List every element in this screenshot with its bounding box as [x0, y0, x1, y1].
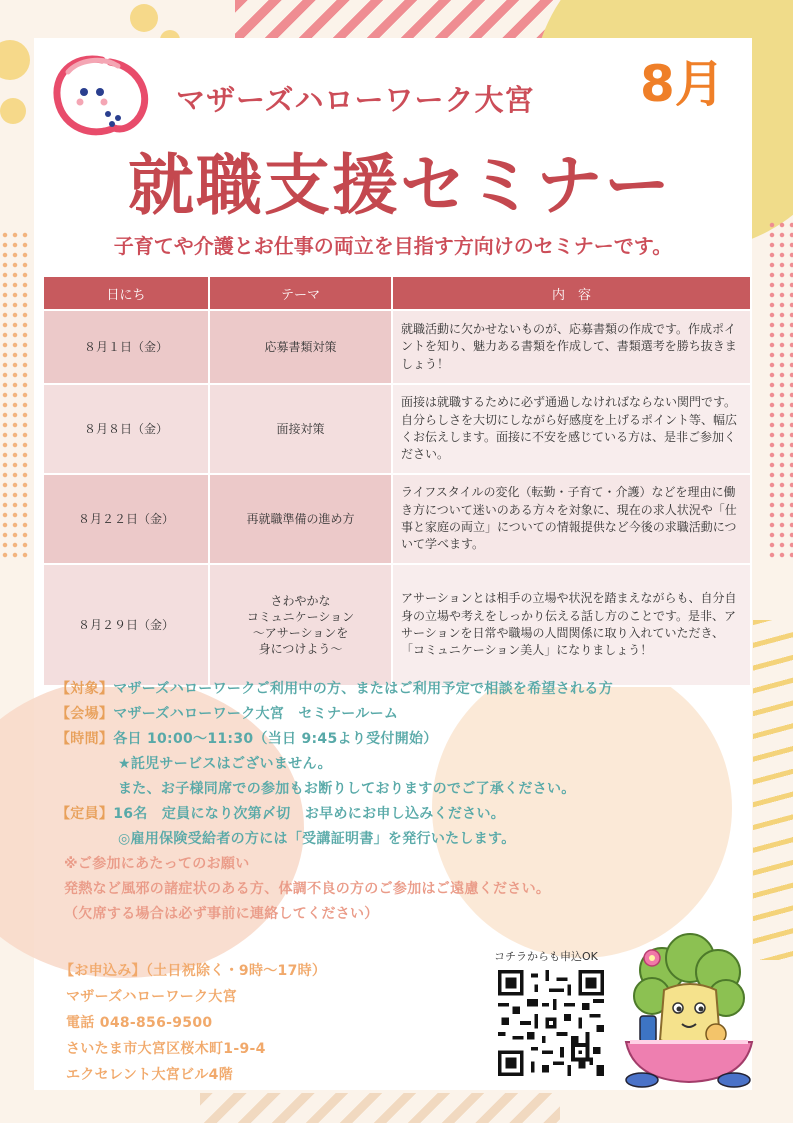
right-dot-pattern [767, 220, 793, 560]
seminar-content: アサーションとは相手の立場や状況を踏まえながらも、自分自身の立場や考えをしっかり伝える話し方のことです。是非、アサーションを日常や職場の人間関係に取り入れていただき、「コミュニケーション美人」になりましょう！ [392, 564, 751, 686]
qr-code[interactable] [498, 970, 604, 1076]
seminar-content: 面接は就職するために必ず通過しなければならない関門です。自分らしさを大切にしながら好感度を上げるポイント等、幅広くお伝えします。面接に不安を感じている方は、是非ご参加ください。 [392, 384, 751, 474]
target-line [56, 677, 756, 702]
left-dot-pattern [0, 230, 30, 560]
seminar-theme: 面接対策 [209, 384, 392, 474]
venue-text: マザーズハローワーク大宮 セミナールーム [113, 706, 399, 722]
seminar-theme: 応募書類対策 [209, 310, 392, 384]
dot-decoration [0, 40, 30, 80]
seminar-date: ８月１日（金） [43, 310, 209, 384]
table-row [43, 564, 751, 686]
seminar-date: ８月２９日（金） [43, 564, 209, 686]
dot-decoration [0, 98, 26, 124]
bottom-stripes-decoration [200, 1093, 560, 1123]
time-text: 各日 10:00～11:30（当日 9:45より受付開始） [113, 731, 438, 747]
certificate-note: ◎雇用保険受給者の方には「受講証明書」を発行いたします。 [118, 831, 516, 847]
address-line-2: エクセレント大宮ビル4階 [66, 1067, 233, 1083]
capacity-label: 【定員】 [56, 806, 114, 822]
page-title: 就職支援セミナー [128, 147, 672, 224]
phone-number: 電話 048-856-9500 [66, 1015, 213, 1031]
column-header-date: 日にち [43, 276, 209, 310]
target-text: マザーズハローワークご利用中の方、またはご利用予定で相談を希望される方 [113, 681, 614, 697]
table-row [43, 474, 751, 564]
application-label: 【お申込み】 [60, 963, 146, 979]
application-section [60, 958, 326, 1088]
month-label: 8月 [640, 55, 725, 113]
seminar-date: ８月２２日（金） [43, 474, 209, 564]
mascot-character-illustration [612, 930, 762, 1090]
seminar-info-section [56, 677, 756, 927]
target-label: 【対象】 [56, 681, 114, 697]
capacity-line [56, 802, 756, 827]
seminar-theme: さわやかな コミュニケーション ～アサーションを 身につけよう～ [209, 564, 392, 686]
seminar-theme: 再就職準備の進め方 [209, 474, 392, 564]
table-row [43, 310, 751, 384]
childcare-note: ★託児サービスはございません。 [118, 756, 332, 772]
seminar-schedule-table [42, 275, 752, 687]
address-line-1: さいたま市大宮区桜木町1-9-4 [66, 1041, 266, 1057]
seminar-content: 就職活動に欠かせないものが、応募書類の作成です。作成ポイントを知り、魅力ある書類を作成して、書類選考を勝ち抜きましょう！ [392, 310, 751, 384]
capacity-text: 16名 定員になり次第〆切 お早めにお申し込みください。 [113, 806, 506, 822]
children-note: また、お子様同席での参加もお断りしておりますのでご了承ください。 [118, 781, 576, 797]
application-header [60, 958, 326, 984]
time-label: 【時間】 [56, 731, 114, 747]
request-title: ※ご参加にあたってのお願い [64, 856, 250, 872]
venue-label: 【会場】 [56, 706, 114, 722]
page-subtitle: 子育てや介護とお仕事の両立を目指す方向けのセミナーです。 [113, 234, 673, 258]
table-row [43, 384, 751, 474]
seminar-date: ８月８日（金） [43, 384, 209, 474]
application-org: マザーズハローワーク大宮 [66, 989, 237, 1005]
time-line [56, 727, 756, 752]
application-hours: （土日祝除く・9時～17時） [145, 963, 327, 979]
mothers-hellowork-logo [48, 52, 156, 140]
seminar-content: ライフスタイルの変化（転勤・子育て・介護）などを理由に働き方について迷いのある方々を対象に、現在の求人状況や「仕事と家庭の両立」についての情報提供など今後の求職活動について学べます。 [392, 474, 751, 564]
request-line-2: （欠席する場合は必ず事前に連絡してください） [64, 906, 379, 922]
request-line-1: 発熱など風邪の諸症状のある方、体調不良の方のご参加はご遠慮ください。 [64, 881, 551, 897]
right-stripes-decoration [753, 620, 793, 960]
column-header-content: 内 容 [392, 276, 751, 310]
table-header-row [43, 276, 751, 310]
organization-name: マザーズハローワーク大宮 [176, 83, 535, 117]
column-header-theme: テーマ [209, 276, 392, 310]
dot-decoration [130, 4, 158, 32]
qr-label: コチラからも申込OK [494, 950, 598, 963]
venue-line [56, 702, 756, 727]
